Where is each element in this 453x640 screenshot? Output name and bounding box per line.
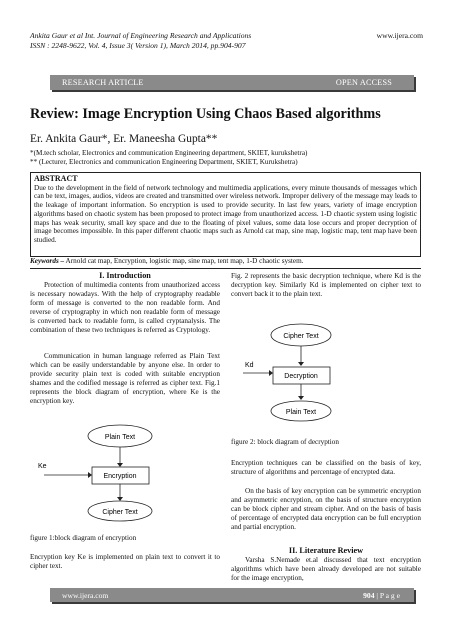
right-paragraph-2: Encryption techniques can be classified on the basis of key, structure of algorithms and percentage of encrypted data. <box>231 459 421 477</box>
affiliation-1: *(M.tech scholar, Electronics and communication Engineering department, SKIET, kurukshetra) <box>30 149 308 157</box>
article-type-banner <box>50 75 414 90</box>
fig2-arrowhead-1 <box>298 362 304 366</box>
fig2-middle-label: Decryption <box>284 373 318 380</box>
abstract-divider <box>30 268 421 269</box>
fig1-arrowhead-1 <box>117 463 123 467</box>
journal-website[interactable]: www.ijera.com <box>376 31 423 40</box>
figure-1-diagram <box>30 424 220 532</box>
fig1-middle-label: Encryption <box>103 473 137 480</box>
fig1-key-arrowhead <box>88 472 92 478</box>
running-header-citation <box>30 31 251 51</box>
keywords-label: Keywords – <box>30 257 65 265</box>
fig1-key-label: Ke <box>38 463 47 470</box>
abstract-heading: ABSTRACT <box>34 174 78 183</box>
paper-title: Review: Image Encryption Using Chaos Based algorithms <box>30 106 381 122</box>
open-access-label: OPEN ACCESS <box>335 78 392 87</box>
fig2-arrowhead-2 <box>298 396 304 400</box>
page-footer <box>50 588 414 602</box>
keywords-text: Arnold cat map, Encryption, logistic map, sine map, tent map, 1-D chaotic system. <box>65 257 304 265</box>
figure-2-caption: figure 2: block diagram of decryption <box>231 438 339 446</box>
fig1-arrowhead-2 <box>117 497 123 501</box>
fig2-key-arrowhead <box>269 370 273 376</box>
figure-1-caption: figure 1:block diagram of encryption <box>30 534 137 542</box>
introduction-heading: I. Introduction <box>99 271 151 280</box>
right-paragraph-3: On the basis of key encryption can be symmetric encryption and asymmetric encryption, on the basis of structure encryption can be block cipher and stream cipher. And on the basis of basis of percentage of encrypted data encryption can be full encryption and partial encryption. <box>231 487 421 532</box>
fig2-top-label: Cipher Text <box>283 333 319 340</box>
page-number: 904 <box>363 591 375 600</box>
paper-authors: Er. Ankita Gaur*, Er. Maneesha Gupta** <box>30 133 218 145</box>
intro-paragraph-1: Protection of multimedia contents from unauthorized access is necessary nowadays. With the help of cryptography readable form of message is converted to the non readable form. And reverse of cryptography in which non readable form of message is converted back to readable form, is called cryptanalysis. The combination of these two techniques is referred as Cryptology. <box>30 281 220 335</box>
page-word: P a g e <box>379 591 400 600</box>
citation-line-2: ISSN : 2248-9622, Vol. 4, Issue 3( Version 1), March 2014, pp.904-907 <box>30 41 246 50</box>
fig2-key-label: Kd <box>245 362 254 369</box>
abstract-text: Due to the development in the field of network technology and multimedia applications, every minute thousands of messages which can be text, images, audios, videos are created and transmitted over wireless network. Improper delivery of the message may leads to the leakage of important information. So encryption is used to provide security. In last few years, variety of image encryption algorithms based on chaotic system has been proposed to protect image from unauthorized access. 1-D chaotic system using logistic maps has weak security, small key space and due to the floating of pixel values, some data lose occurs and proper decryption of image becomes impossible. In this paper different chaotic maps such as Arnold cat map, sine map, logistic map, tent map have been studied. <box>34 183 417 244</box>
right-paragraph-4: Varsha S.Nemade et.al discussed that text encryption algorithms which have been already developed are not suitable for the image encryption, <box>231 556 421 583</box>
fig2-bottom-label: Plain Text <box>285 409 317 416</box>
citation-line-1: Ankita Gaur et al Int. Journal of Engineering Research and Applications <box>30 31 252 40</box>
abstract-box <box>30 172 421 257</box>
intro-paragraph-3: Encryption key Ke is implemented on plain text to convert it to cipher text. <box>30 553 220 571</box>
literature-review-heading: II. Literature Review <box>288 546 364 555</box>
fig1-top-label: Plain Text <box>104 434 136 441</box>
affiliation-2: ** (Lecturer, Electronics and communication Engineering Department, SKIET, Kurukshetra) <box>30 158 298 166</box>
figure-2-diagram <box>231 323 421 431</box>
keywords-line <box>30 257 425 266</box>
intro-paragraph-2: Communication in human language referred as Plain Text which can be easily understandable by anyone else. In order to provide security plain text is coded with suitable encryption shames and the codified message is referred as cipher text. Fig.1 represents the block diagram of encryption, where Ke is the encryption key. <box>30 352 220 406</box>
research-article-label: RESEARCH ARTICLE <box>62 78 144 87</box>
footer-website[interactable]: www.ijera.com <box>62 591 109 600</box>
page-number-label: 904 | P a g e <box>363 591 400 600</box>
fig1-bottom-label: Cipher Text <box>102 509 138 516</box>
right-paragraph-1: Fig. 2 represents the basic decryption technique, where Kd is the decryption key. Similarly Kd is implemented on cipher text to convert back it to the plain text. <box>231 272 421 299</box>
